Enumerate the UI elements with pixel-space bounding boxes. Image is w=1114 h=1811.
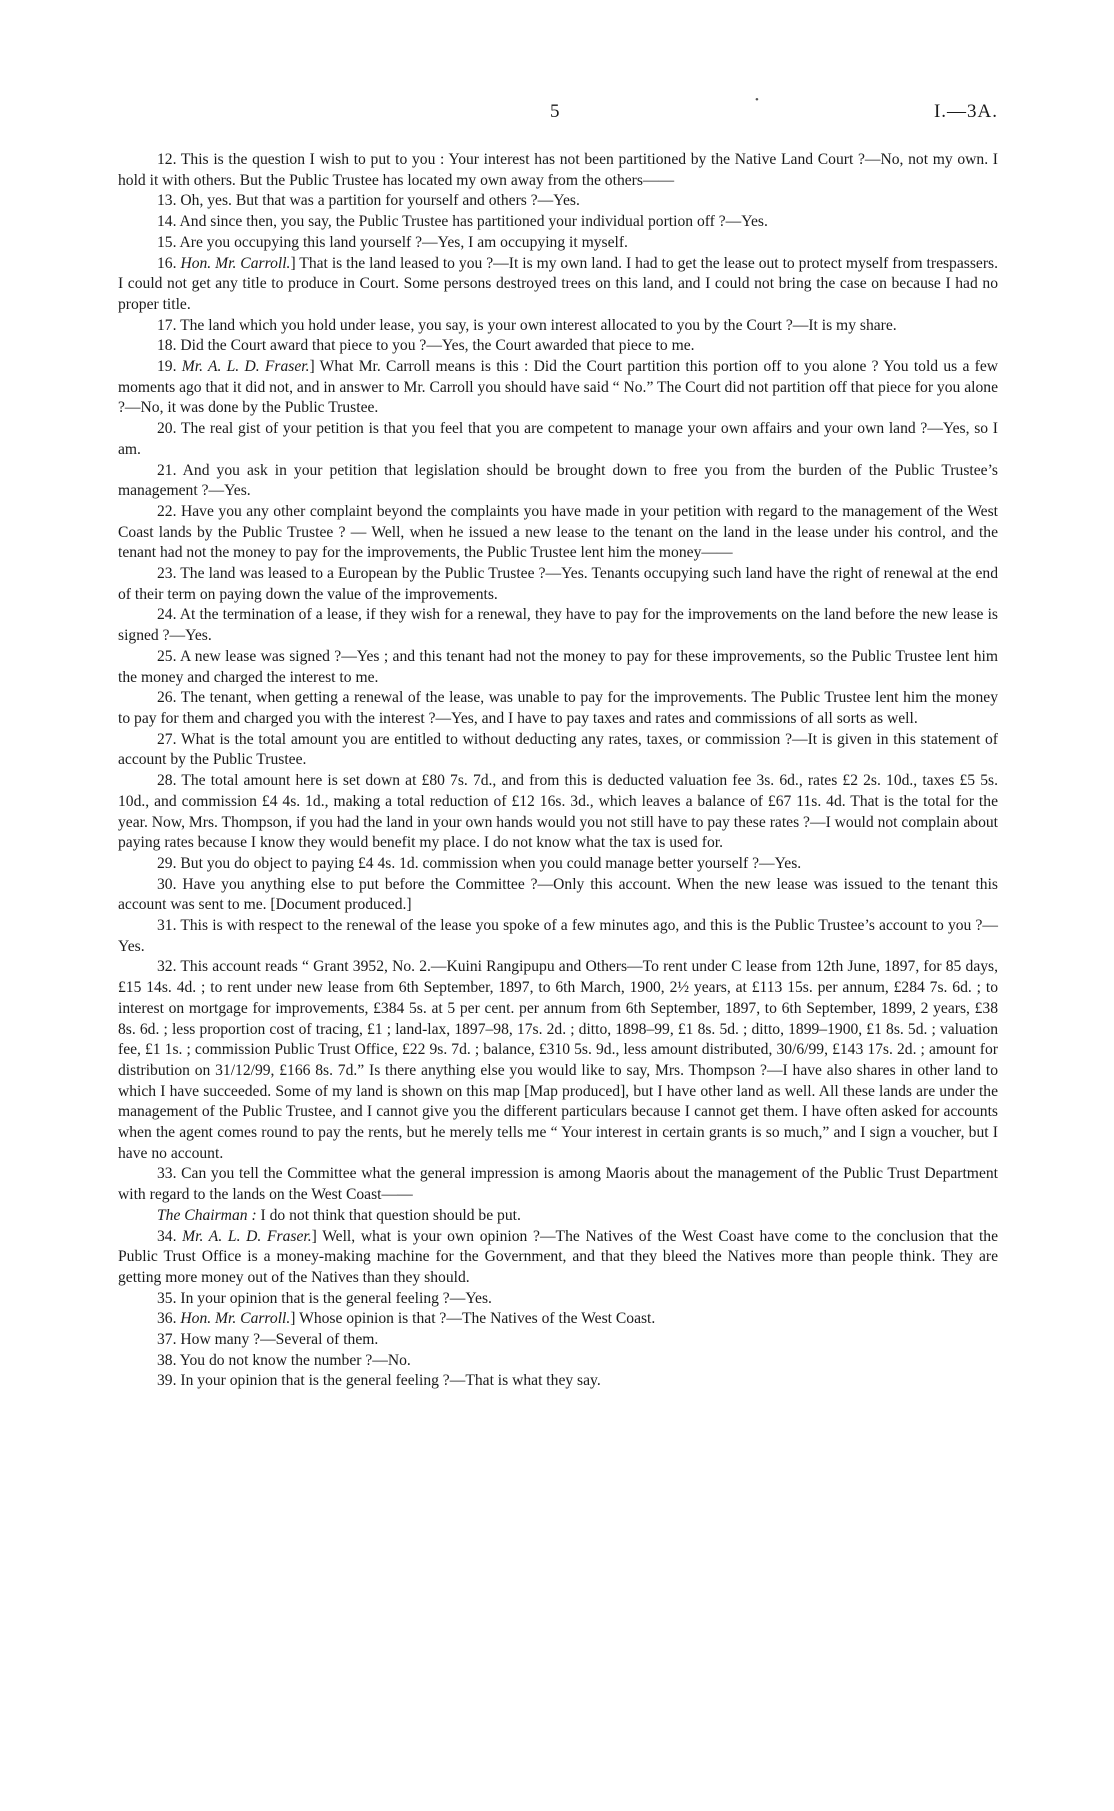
paragraph <box>118 647 998 688</box>
paragraph-lead: 34. <box>157 1227 183 1245</box>
paragraph-text: 12. This is the question I wish to put to you : Your interest has not been partitioned by the Native Land Court ?—No, not my own. I hold it with others. But the Public Trustee has located my own away from the others—— <box>118 151 998 189</box>
paragraph-text: 17. The land which you hold under lease, you say, is your own interest allocated to you by the Court ?—It is my share. <box>157 316 897 334</box>
speaker-name: Hon. Mr. Carroll. <box>180 1310 291 1328</box>
paragraph-text: 27. What is the total amount you are entitled to without deducting any rates, taxes, or commission ?—It is given in this statement of account by the Public Trustee. <box>118 730 998 769</box>
paragraph <box>118 771 998 854</box>
paragraph <box>118 254 998 316</box>
paragraph <box>118 688 998 729</box>
paragraph <box>118 1206 998 1227</box>
paragraph-lead: 16. <box>157 254 181 272</box>
paragraph <box>118 1289 998 1310</box>
paragraph <box>118 191 998 212</box>
speaker-name: The Chairman : <box>157 1206 257 1224</box>
paragraph <box>118 419 998 460</box>
paragraph <box>118 1351 998 1372</box>
paragraph-text: 32. This account reads “ Grant 3952, No. 2.—Kuini Rangipupu and Others—To rent under C lease from 12th June, 1897, for 85 days, £15 14s. 4d. ; to rent under new lease from 6th September, 1897, to 6th March, 1900, 2½ years, at £113 15s. per annum, £284 7s. 6d. ; to interest on mortgage for improvements, £384 5s. at 5 per cent. per annum from 6th September, 1897, to 6th September, 1899, 2 years, £38 8s. 6d. ; less proportion cost of tracing, £1 ; land-lax, 1897–98, 17s. 2d. ; ditto, 1898–99, £1 8s. 5d. ; ditto, 1899–1900, £1 8s. 5d. ; valuation fee, £1 1s. ; commission Public Trust Office, £22 9s. 7d. ; balance, £310 5s. 9d., less amount distributed, 30/6/99, £143 17s. 2d. ; amount for distribution on 31/12/99, £166 8s. 7d.” Is there anything else you would like to say, Mrs. Thompson ?—I have also shares in other land to which I have succeeded. Some of my land is shown on this map [Map produced], but I have other land as well. All these lands are under the management of the Public Trustee, and I cannot give you the different particulars because I cannot get them. I have often asked for accounts when the agent comes round to pay the rents, but he merely tells me “ Your interest in certain grants is so much,” and I sign a voucher, but I have no account. <box>118 958 998 1162</box>
specks: • <box>755 94 759 106</box>
paragraph <box>118 150 998 191</box>
speaker-name: Hon. Mr. Carroll. <box>180 254 291 272</box>
paragraph <box>118 957 998 1164</box>
paragraph-text: 35. In your opinion that is the general feeling ?—Yes. <box>157 1289 492 1307</box>
document-reference: I.—3A. <box>933 101 998 122</box>
paragraph-text: 20. The real gist of your petition is that you feel that you are competent to manage your own affairs and your own land ?—Yes, so I am. <box>118 420 998 458</box>
paragraph-text: 22. Have you any other complaint beyond the complaints you have made in your petition with regard to the management of the West Coast lands by the Public Trustee ? — Well, when he issued a new lease to the tenant on the land in the lease under his control, and the tenant had not the money to pay for the improvements, the Public Trustee lent him the money—— <box>118 502 998 562</box>
speaker-name: Mr. A. L. D. Fraser. <box>181 358 310 376</box>
paragraph-text: 29. But you do object to paying £4 4s. 1d. commission when you could manage better yourself ?—Yes. <box>157 854 802 872</box>
paragraph <box>118 605 998 646</box>
paragraph-text: 26. The tenant, when getting a renewal of the lease, was unable to pay for the improvements. The Public Trustee lent him the money to pay for them and charged you with the interest ?—Yes, and I have to pay taxes and rates and commissions of all sorts as well. <box>118 689 998 727</box>
paragraph <box>118 336 998 357</box>
paragraph-text: 31. This is with respect to the renewal of the lease you spoke of a few minutes ago, and this is the Public Trustee’s account to you ?—Yes. <box>118 917 998 955</box>
paragraph-text: 15. Are you occupying this land yourself ?—Yes, I am occupying it myself. <box>157 233 628 251</box>
paragraph-text: 39. In your opinion that is the general feeling ?—That is what they say. <box>157 1372 601 1390</box>
paragraph <box>118 916 998 957</box>
page-number: 5 <box>550 101 560 122</box>
paragraph <box>118 875 998 916</box>
paragraph <box>118 1309 998 1330</box>
paragraph-lead: 36. <box>157 1310 181 1328</box>
speaker-name: Mr. A. L. D. Fraser. <box>182 1227 312 1245</box>
page-header <box>118 101 998 127</box>
paragraph-text: 23. The land was leased to a European by the Public Trustee ?—Yes. Tenants occupying such land have the right of renewal at the end of their term on paying down the value of the improvements. <box>118 565 998 603</box>
paragraph <box>118 502 998 564</box>
paragraph <box>118 1227 998 1289</box>
paragraph-text: 13. Oh, yes. But that was a partition for yourself and others ?—Yes. <box>157 192 580 210</box>
paragraph <box>118 233 998 254</box>
paragraph-text: ] What Mr. Carroll means is this : Did the Court partition this portion off to you alone ? You told us a few moments ago that it did not, and in answer to Mr. Carroll you should have said “ No.” The Court did not partition off that piece for you alone ?—No, it was done by the Public Trustee. <box>118 358 999 417</box>
paragraph-text: 37. How many ?—Several of them. <box>157 1331 379 1349</box>
document-body <box>118 150 998 1392</box>
paragraph <box>118 1371 998 1392</box>
paragraph <box>118 564 998 605</box>
paragraph-text: 14. And since then, you say, the Public Trustee has partitioned your individual portion off ?—Yes. <box>157 213 768 231</box>
paragraph <box>118 730 998 771</box>
paragraph <box>118 1330 998 1351</box>
paragraph <box>118 854 998 875</box>
paragraph <box>118 212 998 233</box>
paragraph-text: 18. Did the Court award that piece to you ?—Yes, the Court awarded that piece to me. <box>157 337 695 355</box>
paragraph <box>118 357 998 419</box>
paragraph-text: 24. At the termination of a lease, if they wish for a renewal, they have to pay for the improvements on the land before the new lease is signed ?—Yes. <box>118 606 998 645</box>
paragraph-text: ] Whose opinion is that ?—The Natives of the West Coast. <box>290 1310 656 1328</box>
paragraph-text: I do not think that question should be put. <box>256 1206 521 1224</box>
paragraph <box>118 461 998 502</box>
paragraph-text: 30. Have you anything else to put before the Committee ?—Only this account. When the new lease was issued to the tenant this account was sent to me. [Document produced.] <box>118 875 998 914</box>
paragraph-text: ] That is the land leased to you ?—It is my own land. I had to get the lease out to protect myself from trespassers. I could not get any title to produce in Court. Some persons destroyed trees on this land, and I could not bring the case on because I had no proper title. <box>118 254 998 313</box>
paragraph-text: 38. You do not know the number ?—No. <box>157 1351 411 1369</box>
paragraph-lead: 19. <box>157 358 182 376</box>
paragraph-text: 33. Can you tell the Committee what the general impression is among Maoris about the management of the Public Trust Department with regard to the lands on the West Coast—— <box>118 1165 998 1204</box>
paragraph-text: 25. A new lease was signed ?—Yes ; and this tenant had not the money to pay for these improvements, so the Public Trustee lent him the money and charged the interest to me. <box>118 647 998 686</box>
paragraph <box>118 316 998 337</box>
paragraph <box>118 1164 998 1205</box>
paragraph-text: ] Well, what is your own opinion ?—The Natives of the West Coast have come to the conclusion that the Public Trust Office is a money-making machine for the Government, and that they bleed the Natives more than people think. They are getting more money out of the Natives than they should. <box>118 1227 999 1286</box>
paragraph-text: 28. The total amount here is set down at £80 7s. 7d., and from this is deducted valuation fee 3s. 6d., rates £2 2s. 10d., taxes £5 5s. 10d., and commission £4 4s. 1d., making a total reduction of £12 16s. 3d., which leaves a balance of £67 11s. 4d. That is the total for the year. Now, Mrs. Thompson, if you had the land in your own hands would you not still have to pay these rates ?—I would not complain about paying rates because I know they would benefit my place. I do not know what the tax is used for. <box>118 772 998 852</box>
paragraph-text: 21. And you ask in your petition that legislation should be brought down to free you from the burden of the Public Trustee’s management ?—Yes. <box>118 461 998 500</box>
